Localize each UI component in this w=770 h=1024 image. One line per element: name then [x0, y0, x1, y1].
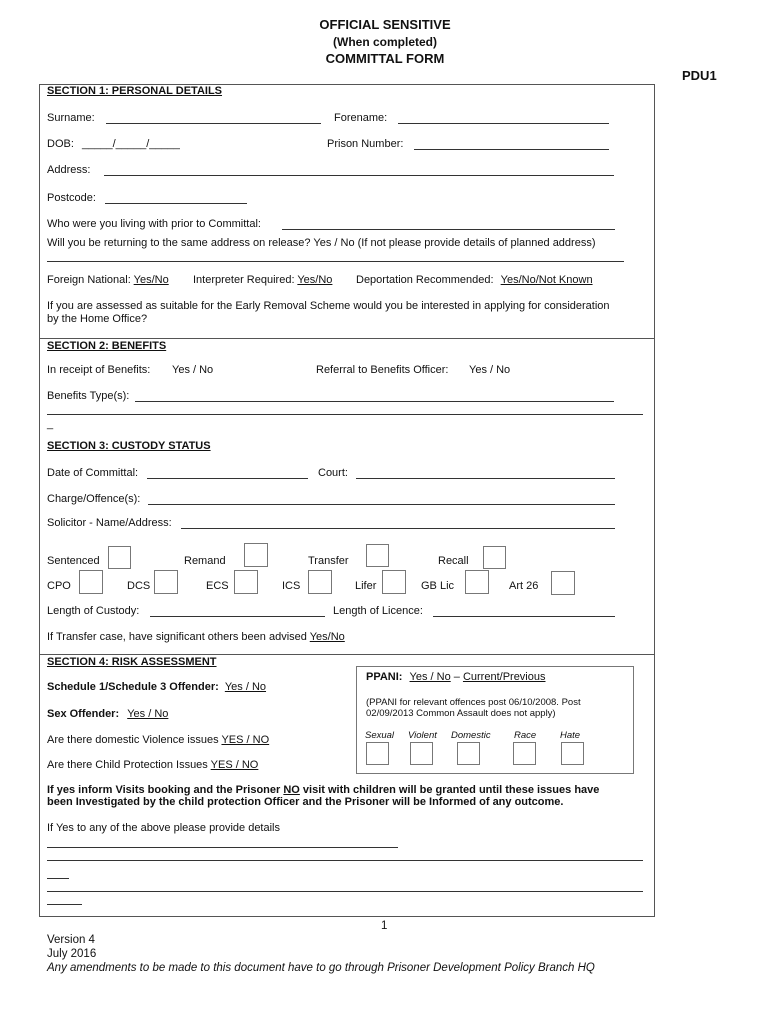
benefits-types-field[interactable] [135, 401, 614, 402]
ppani-race-label: Race [514, 730, 537, 741]
prison-number-field[interactable] [414, 149, 609, 150]
ppani-note-line1: (PPANI for relevant offences post 06/10/2008. Post [366, 697, 581, 708]
status-lifer-checkbox[interactable] [382, 570, 406, 594]
form-code: PDU1 [682, 68, 717, 83]
deportation-label: Deportation Recommended: [356, 274, 494, 286]
status-dcs-label: DCS [127, 580, 151, 592]
court-field[interactable] [356, 478, 615, 479]
schedule-row [47, 681, 266, 693]
status-art26-label: Art 26 [509, 580, 539, 592]
status-ecs-checkbox[interactable] [234, 570, 258, 594]
dob-label: DOB: [47, 138, 74, 150]
address-label: Address: [47, 164, 91, 176]
court-label: Court: [318, 467, 348, 479]
status-gb-lic-checkbox[interactable] [465, 570, 489, 594]
visits-warning-no: NO [283, 784, 300, 796]
ers-question-line1: If you are assessed as suitable for the Early Removal Scheme would you be interested in applying for consideration [47, 300, 610, 312]
header-official-sensitive: OFFICIAL SENSITIVE [319, 17, 451, 32]
benefits-receipt-yes-no[interactable]: Yes / No [172, 364, 214, 376]
date-of-committal-label: Date of Committal: [47, 467, 139, 479]
cp-row [47, 759, 258, 771]
benefits-types-label: Benefits Type(s): [47, 390, 130, 402]
status-dcs-checkbox[interactable] [154, 570, 178, 594]
surname-label: Surname: [47, 112, 95, 124]
ppani-label: PPANI: [366, 671, 403, 683]
ppani-domestic-checkbox[interactable] [457, 742, 480, 765]
ppani-dash: – [450, 671, 463, 683]
dv-yes-no[interactable]: YES / NO [221, 734, 270, 746]
length-custody-label: Length of Custody: [47, 605, 140, 617]
dv-row [47, 734, 269, 746]
foreign-national-row [47, 274, 169, 286]
status-sentenced-label: Sentenced [47, 555, 100, 567]
transfer-case-label: If Transfer case, have significant others been advised [47, 631, 307, 643]
length-licence-field[interactable] [433, 616, 615, 617]
deportation-yes-no[interactable]: Yes/No/Not Known [500, 274, 593, 286]
length-custody-field[interactable] [150, 616, 325, 617]
status-gb-lic-label: GB Lic [421, 580, 455, 592]
interpreter-label: Interpreter Required: [193, 274, 295, 286]
ppani-note-line2: 02/09/2013 Common Assault does not apply) [366, 708, 556, 719]
benefits-receipt-label: In receipt of Benefits: [47, 364, 151, 376]
visits-warning-part-a: If yes inform Visits booking and the Prisoner [47, 784, 281, 796]
interpreter-yes-no[interactable]: Yes/No [297, 274, 333, 286]
solicitor-field[interactable] [181, 528, 615, 529]
details-field-line4[interactable] [47, 891, 643, 892]
section3-title: SECTION 3: CUSTODY STATUS [47, 440, 211, 452]
sex-offender-row [47, 708, 168, 720]
deportation-row [356, 274, 593, 286]
dob-field[interactable]: _____/_____/_____ [82, 138, 180, 150]
forename-label: Forename: [334, 112, 388, 124]
dv-label: Are there domestic Violence issues [47, 734, 219, 746]
sex-offender-yes-no[interactable]: Yes / No [127, 708, 169, 720]
ppani-sexual-checkbox[interactable] [366, 742, 389, 765]
schedule-offender-yes-no[interactable]: Yes / No [224, 681, 267, 693]
solicitor-label: Solicitor - Name/Address: [47, 517, 172, 529]
referral-label: Referral to Benefits Officer: [316, 364, 449, 376]
planned-address-field[interactable] [47, 261, 624, 262]
ppani-violent-label: Violent [408, 730, 437, 741]
same-address-question: Will you be returning to the same address on release? Yes / No (If not please provide details of planned address) [47, 237, 596, 249]
length-licence-label: Length of Licence: [333, 605, 423, 617]
status-remand-checkbox[interactable] [244, 543, 268, 567]
status-ics-label: ICS [282, 580, 301, 592]
benefits-types-field-line2[interactable] [47, 414, 643, 415]
prison-number-label: Prison Number: [327, 138, 404, 150]
ppani-race-checkbox[interactable] [513, 742, 536, 765]
footer-version: Version 4 [47, 934, 95, 946]
details-label: If Yes to any of the above please provide details [47, 822, 280, 834]
details-field-line3[interactable] [47, 878, 69, 879]
visits-warning-line2: been Investigated by the child protection Officer and the Prisoner will be Informed of any outcome. [47, 796, 564, 808]
transfer-case-yes-no[interactable]: Yes/No [309, 631, 345, 643]
interpreter-row [193, 274, 332, 286]
details-field-line5[interactable] [47, 904, 82, 905]
ppani-violent-checkbox[interactable] [410, 742, 433, 765]
header-when-completed: (When completed) [333, 35, 437, 49]
section-divider [39, 338, 655, 339]
details-field-line2[interactable] [47, 860, 643, 861]
date-of-committal-field[interactable] [147, 478, 308, 479]
status-cpo-checkbox[interactable] [79, 570, 103, 594]
sex-offender-label: Sex Offender: [47, 708, 120, 720]
page-number: 1 [381, 920, 388, 932]
status-ics-checkbox[interactable] [308, 570, 332, 594]
ers-question-line2: by the Home Office? [47, 313, 148, 325]
benefits-types-dash: _ [47, 418, 54, 430]
status-cpo-label: CPO [47, 580, 71, 592]
postcode-label: Postcode: [47, 192, 96, 204]
footer-amendments-note: Any amendments to be made to this document have to go through Prisoner Development Policy Branch HQ [47, 962, 595, 974]
ppani-sexual-label: Sexual [365, 730, 395, 741]
living-with-label: Who were you living with prior to Committal: [47, 218, 261, 230]
details-field-line1[interactable] [47, 847, 398, 848]
charge-label: Charge/Offence(s): [47, 493, 141, 505]
ppani-yes-no[interactable]: Yes / No [409, 671, 451, 683]
surname-field[interactable] [106, 123, 321, 124]
postcode-field[interactable] [105, 203, 247, 204]
ppani-hate-label: Hate [560, 730, 581, 741]
status-ecs-label: ECS [206, 580, 229, 592]
visits-warning-part-b: visit with children will be granted until these issues have [302, 784, 600, 796]
address-field[interactable] [104, 175, 614, 176]
status-transfer-label: Transfer [308, 555, 349, 567]
living-with-field[interactable] [282, 229, 615, 230]
section1-title: SECTION 1: PERSONAL DETAILS [47, 85, 223, 97]
status-recall-label: Recall [438, 555, 469, 567]
footer-date: July 2016 [47, 948, 97, 960]
ppani-current-previous[interactable]: Current/Previous [462, 671, 546, 683]
status-lifer-label: Lifer [355, 580, 377, 592]
foreign-national-label: Foreign National: [47, 274, 131, 286]
foreign-national-yes-no[interactable]: Yes/No [133, 274, 169, 286]
section2-title: SECTION 2: BENEFITS [47, 340, 167, 352]
status-transfer-checkbox[interactable] [366, 544, 389, 567]
referral-yes-no[interactable]: Yes / No [469, 364, 511, 376]
cp-yes-no[interactable]: YES / NO [210, 759, 259, 771]
status-remand-label: Remand [184, 555, 226, 567]
cp-label: Are there Child Protection Issues [47, 759, 208, 771]
schedule-offender-label: Schedule 1/Schedule 3 Offender: [47, 681, 219, 693]
charge-field[interactable] [148, 504, 615, 505]
section4-title: SECTION 4: RISK ASSESSMENT [47, 656, 217, 668]
status-recall-checkbox[interactable] [483, 546, 506, 569]
visits-warning-line1 [47, 784, 599, 796]
ppani-row [366, 671, 546, 683]
ppani-domestic-label: Domestic [451, 730, 491, 741]
status-art26-checkbox[interactable] [551, 571, 575, 595]
status-sentenced-checkbox[interactable] [108, 546, 131, 569]
header-committal-form: COMMITTAL FORM [325, 51, 445, 66]
transfer-case-row [47, 631, 345, 643]
section-divider [39, 654, 655, 655]
forename-field[interactable] [398, 123, 609, 124]
ppani-hate-checkbox[interactable] [561, 742, 584, 765]
